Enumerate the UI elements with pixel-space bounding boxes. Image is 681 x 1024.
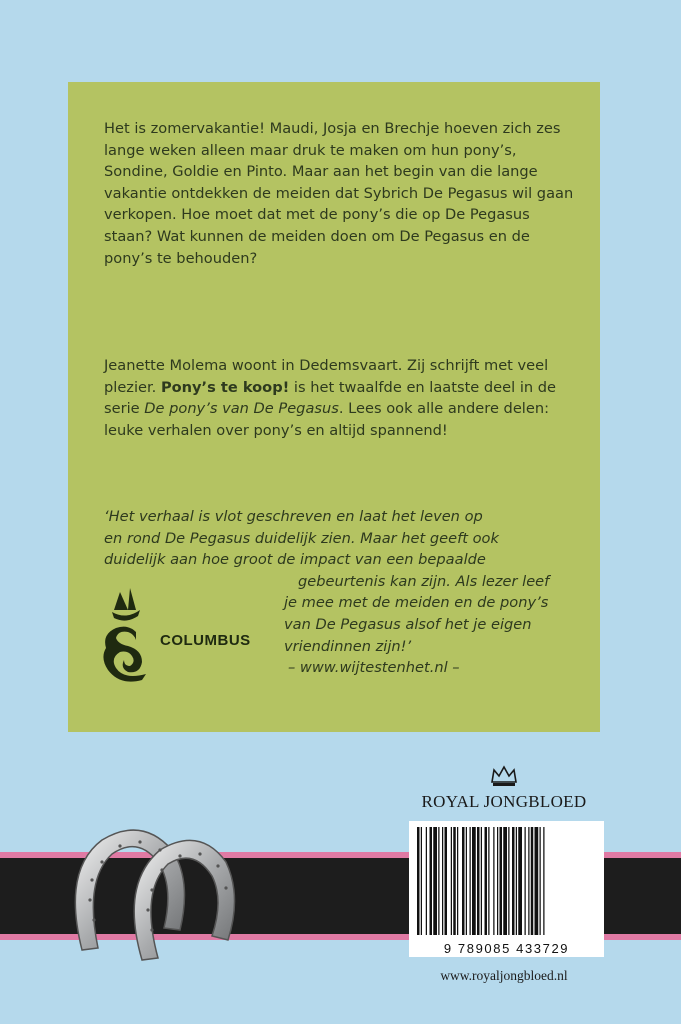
author-bio-part3: . Lees ook alle andere delen: leuke verhalen over pony’s en altijd spannend! [104, 400, 550, 439]
author-bio [104, 355, 574, 441]
barcode-icon [409, 821, 604, 939]
quote-line: van De Pegasus alsof het je eigen [284, 615, 532, 633]
publisher-website: www.royaljongbloed.nl [440, 968, 568, 983]
columbus-logo-text: COLUMBUS [160, 632, 251, 649]
quote-line: duidelijk aan hoe groot de impact van een bepaalde [104, 551, 486, 569]
quote-line: je mee met de meiden en de pony’s [284, 594, 549, 612]
crown-icon [489, 764, 519, 788]
series-title: De pony’s van De Pegasus [144, 400, 339, 418]
quote-line: gebeurtenis kan zijn. Als lezer leef [298, 572, 550, 590]
author-bio-part2: is het twaalfde en laatste deel in de serie [104, 378, 557, 418]
columbus-logo-icon [98, 588, 168, 688]
book-title: Pony’s te koop! [160, 378, 290, 396]
quote-source: – www.wijtestenhet.nl – [288, 659, 460, 677]
columbus-logo [98, 588, 278, 688]
isbn-barcode [409, 821, 604, 957]
horseshoe-icon [62, 800, 242, 980]
publisher-name: ROYAL JONGBLOED [421, 792, 587, 811]
isbn-number: 9 789085 433729 [443, 941, 570, 956]
quote-line: vriendinnen zijn!’ [284, 637, 412, 655]
author-bio-part1: Jeanette Molema woont in Dedemsvaart. Zij schrijft met veel plezier. [104, 357, 549, 396]
quote-line: en rond De Pegasus duidelijk zien. Maar het geeft ook [104, 529, 499, 547]
synopsis-text: Het is zomervakantie! Maudi, Josja en Brechje hoeven zich zes lange weken alleen maar druk te maken om hun pony’s, Sondine, Goldie en Pinto. Maar aan het begin van die lange vakantie ontdekken de meiden dat Sybrich De Pegasus wil gaan verkopen. Hoe moet dat met de pony’s die op De Pegasus staan? Wat kunnen de meiden doen om De Pegasus en de pony’s te behouden? [104, 120, 574, 267]
publisher-block [404, 764, 604, 816]
quote-line: ‘Het verhaal is vlot geschreven en laat het leven op [104, 508, 483, 525]
